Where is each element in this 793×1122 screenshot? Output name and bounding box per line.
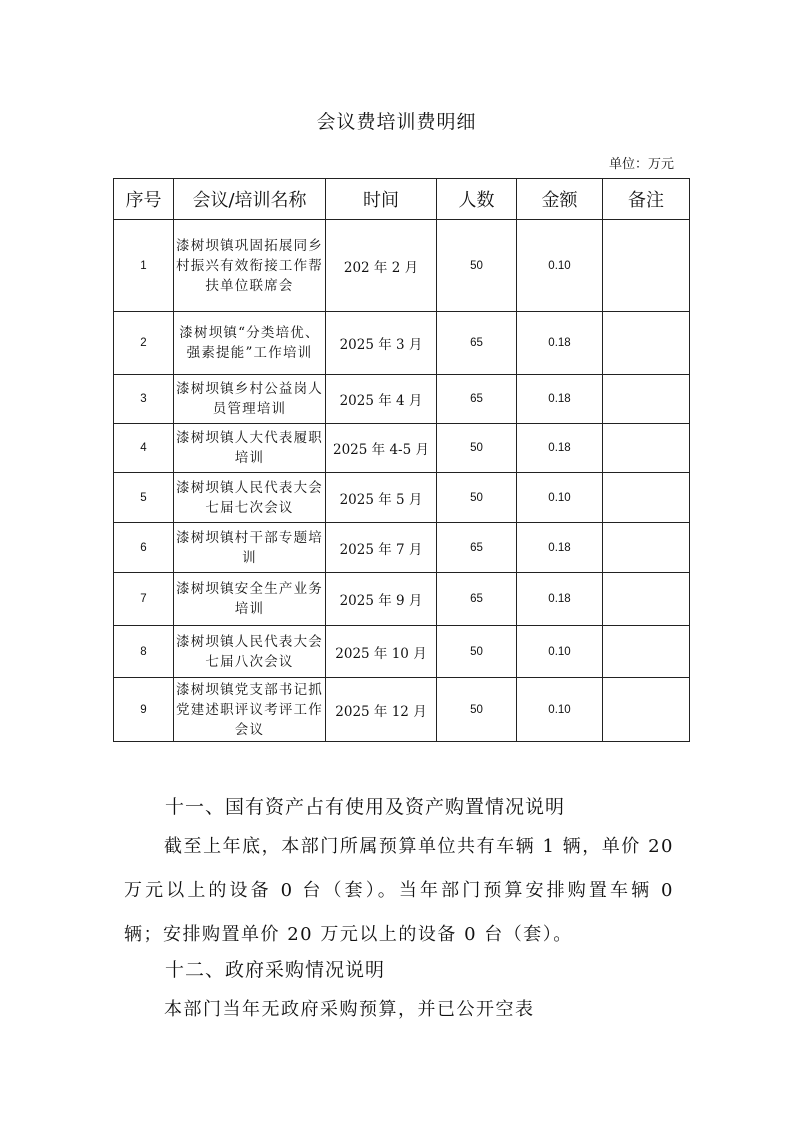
header-people: 人数: [437, 179, 517, 220]
header-note: 备注: [603, 179, 690, 220]
cell-time: 2025 年 5 月: [326, 473, 437, 523]
cell-people: 65: [437, 523, 517, 573]
cell-name: 漆树坝镇安全生产业务培训: [174, 573, 326, 626]
cell-seq: 2: [114, 312, 174, 375]
cell-name: 漆树坝镇巩固拓展同乡村振兴有效衔接工作帮扶单位联席会: [174, 220, 326, 312]
cell-seq: 7: [114, 573, 174, 626]
cell-amount: 0.10: [517, 626, 603, 678]
cell-time: 2025 年 9 月: [326, 573, 437, 626]
cell-note: [603, 375, 690, 424]
cell-name: 漆树坝镇人民代表大会七届七次会议: [174, 473, 326, 523]
table-row: [114, 220, 690, 312]
cell-name: 漆树坝镇党支部书记抓党建述职评议考评工作会议: [174, 678, 326, 742]
cell-name: 漆树坝镇乡村公益岗人员管理培训: [174, 375, 326, 424]
cell-seq: 8: [114, 626, 174, 678]
cell-time: 2025 年 10 月: [326, 626, 437, 678]
cell-name: 漆树坝镇“分类培优、强素提能”工作培训: [174, 312, 326, 375]
cell-time: 2025 年 4-5 月: [326, 424, 437, 473]
cell-name: 漆树坝镇村干部专题培训: [174, 523, 326, 573]
table-row: [114, 678, 690, 742]
table-header-row: [114, 179, 690, 220]
cell-note: [603, 220, 690, 312]
cell-seq: 3: [114, 375, 174, 424]
cell-name: 漆树坝镇人民代表大会七届八次会议: [174, 626, 326, 678]
cell-people: 50: [437, 678, 517, 742]
cell-seq: 9: [114, 678, 174, 742]
cell-amount: 0.18: [517, 424, 603, 473]
cell-name: 漆树坝镇人大代表履职培训: [174, 424, 326, 473]
cell-note: [603, 312, 690, 375]
cell-seq: 4: [114, 424, 174, 473]
table-row: [114, 375, 690, 424]
cell-people: 65: [437, 375, 517, 424]
cell-time: 2025 年 12 月: [326, 678, 437, 742]
header-amount: 金额: [517, 179, 603, 220]
cell-seq: 1: [114, 220, 174, 312]
cell-amount: 0.18: [517, 523, 603, 573]
cell-time: 2025 年 3 月: [326, 312, 437, 375]
section-11-paragraph: 截至上年底，本部门所属预算单位共有车辆 1 辆，单价 20 万元以上的设备 0 台（套）。当年部门预算安排购置车辆 0 辆；安排购置单价 20 万元以上的设备 0 台（套）。: [124, 836, 674, 945]
table-row: [114, 626, 690, 678]
cell-time: 202 年 2 月: [326, 220, 437, 312]
cell-amount: 0.10: [517, 220, 603, 312]
header-time: 时间: [326, 179, 437, 220]
header-seq: 序号: [114, 179, 174, 220]
cell-note: [603, 424, 690, 473]
section-12-heading: 十二、政府采购情况说明: [165, 959, 386, 981]
table-row: [114, 523, 690, 573]
cell-note: [603, 678, 690, 742]
cell-note: [603, 523, 690, 573]
cell-amount: 0.18: [517, 375, 603, 424]
cell-amount: 0.18: [517, 312, 603, 375]
header-name: 会议/培训名称: [174, 179, 326, 220]
cell-people: 65: [437, 312, 517, 375]
cell-note: [603, 573, 690, 626]
cell-people: 50: [437, 473, 517, 523]
cell-people: 50: [437, 626, 517, 678]
cell-people: 65: [437, 573, 517, 626]
cell-note: [603, 473, 690, 523]
table-row: [114, 312, 690, 375]
unit-label: 单位：万元: [608, 157, 674, 172]
cell-time: 2025 年 7 月: [326, 523, 437, 573]
cell-people: 50: [437, 220, 517, 312]
meeting-training-table: [113, 178, 690, 742]
cell-note: [603, 626, 690, 678]
section-12-paragraph: 本部门当年无政府采购预算，并已公开空表: [164, 999, 535, 1020]
cell-seq: 5: [114, 473, 174, 523]
page-title: 会议费培训费明细: [316, 111, 477, 133]
cell-people: 50: [437, 424, 517, 473]
cell-amount: 0.10: [517, 678, 603, 742]
cell-amount: 0.10: [517, 473, 603, 523]
cell-time: 2025 年 4 月: [326, 375, 437, 424]
table-row: [114, 473, 690, 523]
cell-amount: 0.18: [517, 573, 603, 626]
section-11-heading: 十一、国有资产占有使用及资产购置情况说明: [165, 796, 566, 818]
table-row: [114, 424, 690, 473]
table-row: [114, 573, 690, 626]
cell-seq: 6: [114, 523, 174, 573]
